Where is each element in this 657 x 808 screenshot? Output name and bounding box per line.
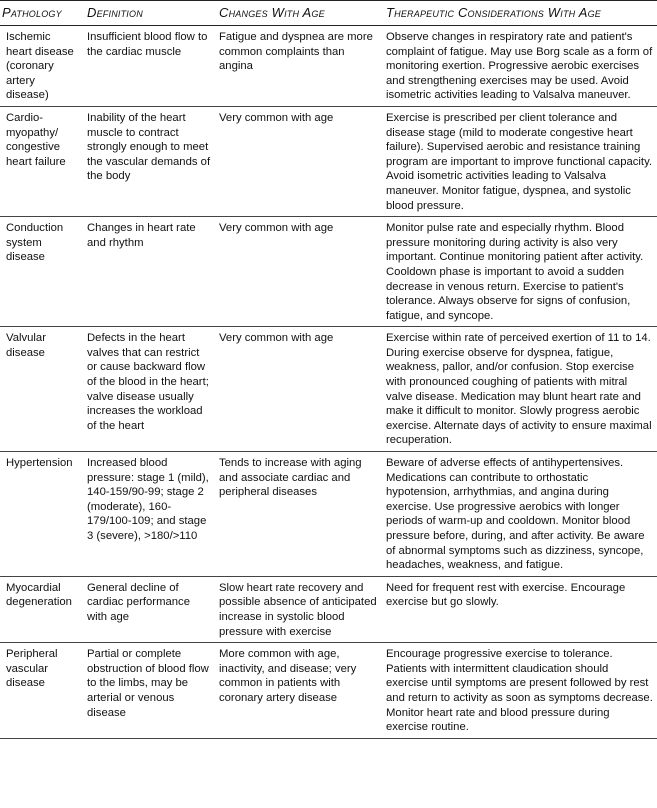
- cell-pathology: Peripheral vascular disease: [0, 643, 83, 739]
- table-row: [0, 26, 657, 107]
- table-row: [0, 327, 657, 452]
- cell-therapeutic: Beware of adverse effects of antihypertensives. Medications can contribute to orthostatic hypotension, arrhythmias, and angina during exercise. Use progressive aerobics with longer periods of warm-up and cooldown. Monitor blood pressure before, during, and after activity. Be aware of abnormal symptoms such as dizziness, syncope, headaches, weakness, and fatigue.: [382, 452, 657, 577]
- table-row: [0, 576, 657, 642]
- cell-therapeutic: Exercise within rate of perceived exertion of 11 to 14. During exercise observe for dyspnea, fatigue, weakness, pallor, and/or confusion. Stop exercise with pronounced coughing of patients with mitral valve disease. Medication may blunt heart rate and make it difficult to monitor. Slowly progress aerobic exercise. Alternate days of activity to ensure maximal recuperation.: [382, 327, 657, 452]
- cell-pathology: Conduction system disease: [0, 217, 83, 327]
- header-pathology: Pathology: [0, 1, 83, 26]
- cell-pathology: Cardio-myopathy/ congestive heart failure: [0, 106, 83, 216]
- cell-definition: Increased blood pressure: stage 1 (mild), 140-159/90-99; stage 2 (moderate), 160-179/100-109; and stage 3 (severe), >180/>110: [83, 452, 215, 577]
- cell-pathology: Ischemic heart disease (coronary artery disease): [0, 26, 83, 107]
- cell-changes: More common with age, inactivity, and disease; very common in patients with coronary artery disease: [215, 643, 382, 739]
- cell-definition: Inability of the heart muscle to contract strongly enough to meet the vascular demands of the body: [83, 106, 215, 216]
- cell-definition: Changes in heart rate and rhythm: [83, 217, 215, 327]
- header-definition: Definition: [83, 1, 215, 26]
- cell-therapeutic: Monitor pulse rate and especially rhythm. Blood pressure monitoring during activity is also very important. Continue monitoring patient after activity. Cooldown phase is important to avoid a sudden decrease in venous return. Exercise to patient's tolerance. Always observe for signs of confusion, fatigue, and syncope.: [382, 217, 657, 327]
- table-row: [0, 643, 657, 739]
- table-row: [0, 106, 657, 216]
- cell-pathology: Valvular disease: [0, 327, 83, 452]
- cell-changes: Very common with age: [215, 327, 382, 452]
- cell-therapeutic: Exercise is prescribed per client tolerance and disease stage (mild to moderate congestive heart failure). Supervised aerobic and resistance training program are important to improve functional capacity. Avoid isometric activities leading to Valsalva maneuver. Monitor fatigue, dyspnea, and systolic blood pressure.: [382, 106, 657, 216]
- cell-therapeutic: Need for frequent rest with exercise. Encourage exercise but go slowly.: [382, 576, 657, 642]
- cell-therapeutic: Encourage progressive exercise to tolerance. Patients with intermittent claudication should exercise until symptoms are present followed by rest and return to activity as soon as symptoms decrease. Monitor heart rate and blood pressure during exercise routine.: [382, 643, 657, 739]
- cell-pathology: Myocardial degeneration: [0, 576, 83, 642]
- cell-changes: Tends to increase with aging and associate cardiac and peripheral diseases: [215, 452, 382, 577]
- cell-pathology: Hypertension: [0, 452, 83, 577]
- cell-changes: Slow heart rate recovery and possible absence of anticipated increase in systolic blood pressure with exercise: [215, 576, 382, 642]
- cell-definition: Insufficient blood flow to the cardiac muscle: [83, 26, 215, 107]
- table-header-row: [0, 1, 657, 26]
- header-changes-with-age: Changes With Age: [215, 1, 382, 26]
- table-row: [0, 217, 657, 327]
- cell-changes: Very common with age: [215, 217, 382, 327]
- cell-definition: General decline of cardiac performance with age: [83, 576, 215, 642]
- cell-definition: Defects in the heart valves that can restrict or cause backward flow of the blood in the heart; valve disease usually increases the workload of the heart: [83, 327, 215, 452]
- table-row: [0, 452, 657, 577]
- cell-changes: Very common with age: [215, 106, 382, 216]
- cell-changes: Fatigue and dyspnea are more common complaints than angina: [215, 26, 382, 107]
- header-therapeutic-considerations: Therapeutic Considerations With Age: [382, 1, 657, 26]
- cell-definition: Partial or complete obstruction of blood flow to the limbs, may be arterial or venous disease: [83, 643, 215, 739]
- cell-therapeutic: Observe changes in respiratory rate and patient's complaint of fatigue. May use Borg scale as a form of monitoring exertion. Progressive aerobic exercises and strengthening exercises may be used. Avoid isometric activities leading to Valsalva maneuver.: [382, 26, 657, 107]
